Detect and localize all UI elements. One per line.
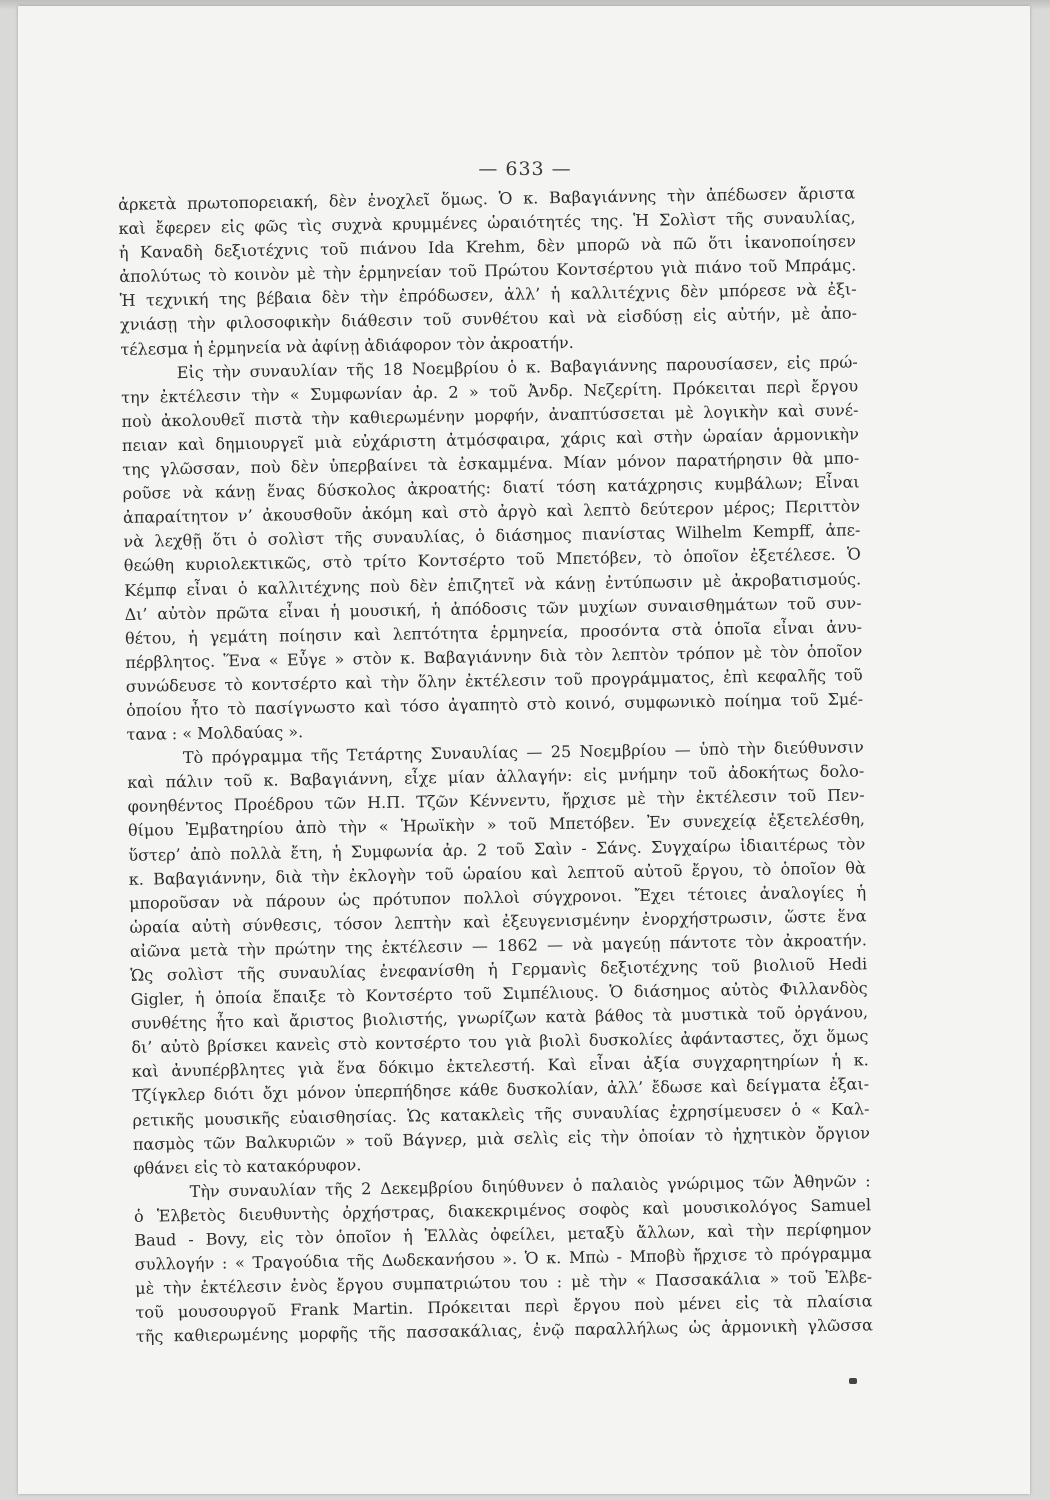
text-line: Δι’ αὐτὸν πρῶτα εἶναι ἡ μουσική, ἡ ἀπόδοσις τῶν μυχίων συναισθημάτων τοῦ συν- [124,592,862,624]
text-line: θίμου Ἐμβατηρίου ἀπὸ τὴν « Ἡρωϊκὴν » τοῦ Μπετόβεν. Ἐν συνεχείᾳ ἐξετελέσθη, [127,809,866,841]
text-line: ρετικῆς μουσικῆς εὐαισθησίας. Ὡς κατακλεὶς τῆς συναυλίας ἐχρησίμευσεν ὁ « Καλ- [132,1098,870,1130]
text-line: ἀρκετὰ πρωτοπορειακή, δὲν ἐνοχλεῖ ὅμως. Ὁ κ. Βαβαγιάννης τὴν ἀπέδωσεν ἄριστα [118,183,856,214]
text-line: Τὴν συναυλίαν τῆς 2 Δεκεμβρίου διηύθυνεν ὁ παλαιὸς γνώριμος τῶν Ἀθηνῶν : [189,1171,871,1201]
text-line: Ἡ τεχνική της βέβαια δὲν τὴν ἐπρόδωσεν, ἀλλ’ ἡ καλλιτέχνις δὲν μπόρεσε νὰ ἐξι- [119,279,857,311]
text-line: κ. Βαβαγιάννην, διὰ τὴν ἐκλογὴν τοῦ ὡραίου καὶ λεπτοῦ αὐτοῦ ἔργου, τὸ ὁποῖον θὰ [128,857,866,889]
page-number: — 633 — [478,158,572,180]
text-line: πέρβλητος. Ἕνα « Εὖγε » στὸν κ. Βαβαγιάννην διὰ τὸν λεπτὸν τρόπον μὲ τὸν ὁποῖον [125,641,863,672]
text-line: τοῦ μουσουργοῦ Frank Martin. Πρόκειται περὶ ἔργου ποὺ μένει εἰς τὰ πλαίσια [135,1291,873,1323]
text-line: Τζίγκλερ διότι ὄχι μόνον ὑπερπήδησε κάθε δυσκολίαν, ἀλλ’ ἔδωσε καὶ δείγματα ἐξαι- [132,1074,870,1106]
text-line: τανα : « Μολδαύας ». [126,722,304,744]
text-line: θέτου, ἡ γεμάτη ποίησιν καὶ λεπτότητα ἑρμηνεία, προσόντα στὰ ὁποῖα εἶναι ἀνυ- [124,617,863,648]
text-line: ὁ Ἑλβετὸς διευθυντὴς ὀρχήστρας, διακεκριμένος σοφὸς καὶ μουσικολόγος Samuel [133,1195,872,1226]
text-line: φθάνει εἰς τὸ κατακόρυφον. [133,1155,362,1178]
text-line: ἡ Καναδὴ δεξιοτέχνις τοῦ πιάνου Ida Krehm, δὲν μπορῶ νὰ πῶ ὅτι ἱκανοποίησεν [118,231,856,263]
text-line: Ὡς σολὶστ τῆς συναυλίας ἐνεφανίσθη ἡ Γερμανὶς δεξιοτέχνης τοῦ βιολιοῦ Hedi [130,954,868,985]
text-line: Τὸ πρόγραμμα τῆς Τετάρτης Συναυλίας — 25 Νοεμβρίου — ὑπὸ τὴν διεύθυνσιν [182,737,864,768]
text-line: μποροῦσαν νὰ πάρουν ὡς πρότυπον πολλοὶ σύγχρονοι. Ἔχει τέτοιες ἀναλογίες ἡ [129,882,867,913]
text-line: ἀπαραίτητον ν’ ἀκουσθοῦν ἀκόμη καὶ στὸ ἀργὸ καὶ λεπτὸ δεύτερον μέρος; Περιττὸν [122,496,861,528]
text-line: τέλεσμα ἡ ἑρμηνεία νὰ ἀφίνῃ ἀδιάφορον τὸν ἀκροατήν. [120,332,574,359]
text-line: Gigler, ἡ ὁποία ἔπαιξε τὸ Κοντσέρτο τοῦ Σιμπέλιους. Ὁ διάσημος αὐτὸς Φιλλανδὸς [130,978,868,1009]
text-line: συλλογήν : « Τραγούδια τῆς Δωδεκανήσου ». Ὁ κ. Μπὼ - Μποβὺ ἤρχισε τὸ πρόγραμμα [134,1243,872,1274]
text-line: καὶ πάλιν τοῦ κ. Βαβαγιάννη, εἶχε μίαν ἀλλαγήν: εἰς μνήμην τοῦ ἀδοκήτως δολο- [127,761,865,793]
text-line: χνιάσῃ τὴν φιλοσοφικὴν διάθεσιν τοῦ συνθέτου καὶ νὰ εἰσδύσῃ εἰς αὐτήν, μὲ ἀπο- [119,303,858,335]
text-line: θεώθη κυριολεκτικῶς, στὸ τρίτο Κοντσέρτο τοῦ Μπετόβεν, τὸ ὁποῖον ἐξετέλεσε. Ὁ [123,544,861,576]
text-line: συνθέτης ἦτο καὶ ἄριστος βιολιστής, γνωρίζων κατὰ βάθος τὰ μυστικὰ τοῦ ὀργάνου, [130,1002,869,1034]
text-line: τῆς καθιερωμένης μορφῆς τῆς πασσακάλιας, ἐνῷ παραλλήλως ὡς ἁρμονικὴ γλῶσσα [135,1315,874,1347]
text-line: την ἐκτέλεσιν τὴν « Συμφωνίαν ἀρ. 2 » τοῦ Ἀνδρ. Νεζερίτη. Πρόκειται περὶ ἔργου [121,376,859,407]
text-line: πασμὸς τῶν Βαλκυριῶν » τοῦ Βάγνερ, μιὰ σελὶς εἰς τὴν ὁποίαν τὸ ἠχητικὸν ὄργιον [132,1122,870,1154]
text-line: καὶ ἀνυπέρβλητες γιὰ ἕνα δόκιμο ἐκτελεστή. Καὶ εἶναι ἀξία συγχαρητηρίων ἡ κ. [131,1050,869,1082]
text-line: ροῦσε νὰ κάνῃ ἕνας δύσκολος ἀκροατής: διατί τόση κατάχρησις κυμβάλων; Εἶναι [122,472,860,504]
text-line: καὶ ἔφερεν εἰς φῶς τὶς συχνὰ κρυμμένες ὡραιότητές της. Ἡ Σολὶστ τῆς συναυλίας, [118,207,856,239]
text-line: ἀπολύτως τὸ κοινὸν μὲ τὴν ἑρμηνείαν τοῦ Πρώτου Κοντσέρτου γιὰ πιάνο τοῦ Μπράμς. [119,255,857,287]
text-line: ὡραία αὐτὴ σύνθεσις, τόσον λεπτὴν καὶ ἐξευγενισμένην ἐνορχήστρωσιν, ὥστε ἕνα [129,906,867,937]
text-line: φονηθέντος Προέδρου τῶν Η.Π. Τζῶν Κέννεντυ, ἤρχισε μὲ τὴν ἐκτέλεσιν τοῦ Πεν- [127,785,865,817]
text-line: νὰ λεχθῇ ὅτι ὁ σολὶστ τῆς συναυλίας, ὁ διάσημος πιανίστας Wilhelm Kempff, ἀπε- [123,520,861,552]
text-line: Εἰς τὴν συναυλίαν τῆς 18 Νοεμβρίου ὁ κ. Βαβαγιάννης παρουσίασεν, εἰς πρώ- [176,352,858,382]
ink-speck [849,1378,857,1384]
text-line: δι’ αὐτὸ βρίσκει κανεὶς στὸ κοντσέρτο του γιὰ βιολὶ δυσκολίες ἀφάνταστες, ὄχι ὅμως [131,1026,869,1058]
article-body [118,181,873,1349]
text-line: Κέμπφ εἶναι ὁ καλλιτέχνης ποὺ δὲν ἐπιζητεῖ νὰ κάνῃ ἐντύπωσιν μὲ ἀκροβατισμούς. [124,568,862,600]
text-line: πειαν καὶ δημιουργεῖ μιὰ εὐχάριστη ἀτμόσφαιρα, χάρις καὶ στὴν ὡραίαν ἁρμονικὴν [121,424,860,455]
text-line: ποὺ ἀκολουθεῖ πιστὰ τὴν καθιερωμένην μορφήν, ἀναπτύσσεται μὲ λογικὴν καὶ συνέ- [121,400,859,431]
text-line: ὕστερ’ ἀπὸ πολλὰ ἔτη, ἡ Συμφωνία ἀρ. 2 τοῦ Σαὶν - Σάνς. Συγχαίρω ἰδιαιτέρως τὸν [128,833,866,865]
text-line: αἰῶνα μετὰ τὴν πρώτην της ἐκτέλεσιν — 1862 — νὰ μαγεύῃ πάντοτε τὸν ἀκροατήν. [129,930,867,961]
text-line: ὁποίου ἦτο τὸ πασίγνωστο καὶ τόσο ἀγαπητὸ στὸ κοινό, συμφωνικὸ ποίημα τοῦ Σμέ- [125,689,864,720]
text-line: μὲ τὴν ἐκτέλεσιν ἑνὸς ἔργου συμπατριώτου του : μὲ τὴν « Πασσακάλια » τοῦ Ἑλβε- [135,1267,873,1299]
text-line: της γλῶσσαν, ποὺ δὲν ὑπερβαίνει τὰ ἐσκαμμένα. Μίαν μόνον παρατήρησιν θὰ μπο- [122,448,860,479]
text-line: Baud - Bovy, εἰς τὸν ὁποῖον ἡ Ἑλλὰς ὀφείλει, μεταξὺ ἄλλων, καὶ τὴν περίφημον [134,1219,872,1250]
text-line: συνώδευσε τὸ κοντσέρτο καὶ τὴν ὅλην ἐκτέλεσιν τοῦ προγράμματος, ἐπὶ κεφαλῆς τοῦ [125,665,863,696]
